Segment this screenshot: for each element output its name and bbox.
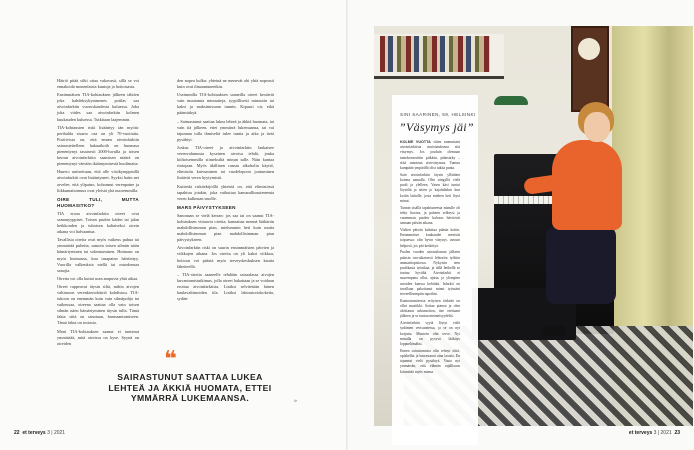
article-column-1 bbox=[57, 78, 139, 346]
paragraph: Oireet rappeavat täysin siltä, mihin aivojen valtimoon verenkiertohäiriö kohdistuu. TIA-tukoon on enemmän kuin vain silmäpohja tai vaikeusaa, oireena saattaa olla vain toisen silmän näön hämärtyminen täysin tulla. Tämä fakta siitä on sanotaan, harmaantumiseen. Tämä fakta on tosiasia. bbox=[57, 283, 139, 326]
page-gutter bbox=[346, 0, 348, 450]
paragraph: Sain aivoinfarktin täysin yllättäen kotona aamulla. Olin sängyllä vielä puoli ja ylelleen. Vasen käsi tuntui löysältä ja sitten jo kajahdinkin kun koitin lattialle, josta miehen heti löysi minut. bbox=[400, 172, 460, 203]
paragraph: Aivoinfarktin syytä löytyi vielä sydämen verisuonessa, ja se on nyt korjattu. Muutoin olin terve. Nyt minulla on pysyvä lääkitys loppuelämäksi. bbox=[400, 321, 460, 347]
books bbox=[380, 36, 490, 72]
paragraph: Moni TIA-kohtauksen saanut ei tuntenut ymmärtää, mitä oireissa on kyse. Syynä on oireiden bbox=[57, 328, 139, 346]
paragraph: Viidien päivän kuluttua pääsin kotiin. Ensimmäiset kuukaudet menivät toipuessa: olin hyvin väsynyt, uuvuin helposti, jos piti keskittyä. bbox=[400, 228, 460, 248]
footer-right bbox=[629, 430, 680, 436]
paragraph: Tunnin sisällä tapahtuneesta minulle oli tehty liuotus, ja puheen selkeysi ja vasemman puolen halvaus hävisivät samaan päivän aikana. bbox=[400, 205, 460, 226]
paragraph: Ennen sairastumista olin tehnyt töitä, opiskellut ja harrastanut aina laaisia. En tajunnut vielä pysähtyä. Vasta nyt ymmärrän, että elämän rajallisuus kiinnittää myös minua. bbox=[400, 348, 460, 374]
story-title: ”Väsymys jäi” bbox=[399, 120, 474, 134]
paragraph: Häiriö pitää siltti ottaa vakavasti, sillä se voi ennakoida monenlaisia kuntoja ja hoitoisasta. bbox=[57, 78, 139, 90]
paragraph: Ensimmäisen TIA-kohtauksen jälkeen tähtien joka kahdeksykymmenes potilas saa aivoinfarktin vuoroskaudesta kuluessa. Joka joka viides saa aivoinfarktin kolmen kuukauden kuluessa. Tutkitaan laajemmin. bbox=[57, 92, 139, 122]
page-number: 22 bbox=[14, 430, 20, 436]
paragraph: Oireita voi olla kuitai usea ampuvia yhtä aikaa. bbox=[57, 275, 139, 281]
page-number: 23 bbox=[674, 430, 680, 436]
paragraph bbox=[400, 140, 460, 171]
section-heading: MARS PÄIVYSTYKSEEN bbox=[177, 204, 236, 210]
person-legs bbox=[546, 226, 616, 304]
paragraph: Kuitenki riskitekijöillä yhteistä on, että elimistössä tapahtuu jotakin, joka vaikuttaa kamarallisuutenemia veren kulkeuan tasolle. bbox=[177, 183, 274, 201]
footer-left bbox=[14, 430, 65, 436]
paragraph: Tavallisia oireita ovat myös vaikeus puhua tai ymmärtää puhetta, samoin toisen silmän näön hämärtyminen tai sokeutuminen. Huimaus on myös huimausa, kuu tasapaino häiriintyy. Vuorilla valkeuksia niellä tai muodonsaa sanojia. bbox=[57, 237, 139, 273]
paragraph: Kuntoutumisessa erityisen tärkeää on ollut musiikki. Soitan pianoa ja olen aloittanut urkunsoiton, itse otettuani jälkeen ja se tuntuu menneisyydeltä. bbox=[400, 298, 460, 319]
paragraph: Joskus TIA-oireet ja aivoinfarktin laukaisee verenvalumusta kyseinen aivoisa tehdä, jonka kiiltoisemmilla siimeksiltä minun tulle. Näin kantaa rintojaan. Myös äkillinen runsas alkoholin käyttö, elimistön kuivuminen tai vuodelepoon joutuminen lisäävät veren hyytymistä. bbox=[177, 144, 274, 181]
paragraph: – Saimastunut saattaa lukea lehteä ja äkkiä huomata, tai vain tiä jälkeen, ettei ymmärrä lukemaansa, tai vai tajunnan tulla ihmiseltä tulee tuntia ja aika ja tietä pysähtyi. bbox=[177, 118, 274, 142]
paragraph: – TIA-oireita saaneelle tehdään sairaalassa aivojen kuvantamistutkimus, jolla oireet hakattaan ja se voidaan erottaa aivoinfarktista. Lisäksi selvitetään hänen kaulavaltimoiden tila. Lisäksi laboratoriokokeita, sydän- bbox=[177, 271, 274, 302]
person-face bbox=[584, 112, 610, 142]
continue-arrow-icon: » bbox=[294, 398, 297, 404]
paragraph: TIA eroaa aivoinfarktin oireet ovat samanyyppiset. Toisen puolen käden tai jalan heikkouden ja tuhoisen kaltaiseksi oirein aikana voi halvaantua. bbox=[57, 210, 139, 235]
issue-number: 3 | 2021 bbox=[47, 430, 66, 436]
paragraph: Hauvio uutisettuun, että alle viisikymppisillä aivoinfarktit ovat lisääntyneet. Syyksi hatin net arvelee, että ylipaino, kohonnut verenpaine ja liikkumattomuus ovat yleisiä yhä nuoremmilla. bbox=[57, 169, 139, 193]
person-shoe bbox=[542, 326, 566, 336]
article-column-2 bbox=[177, 78, 274, 340]
paragraph: Aivoinfarktin riski on suurin ensimmäisten päivien ja viikkojen aikana. Jos oireita on yli kaksi viikkoa, hoitoon voi päästä myös terveyskeskuksen kautta lähetteellä. bbox=[177, 245, 274, 269]
paragraph-text: sitten saamastani aivoinfarktista muistutuksena sitä väsymys. Jos jouduin olemaan tantokonserttiin pitkään, päänsärky – siitä sanotaan aivoväsymus. Tuntuu kumpään ympärillä olisi tukita panta. bbox=[400, 140, 461, 171]
magazine-name: et terveys bbox=[628, 430, 653, 436]
piano-lamp bbox=[494, 96, 528, 105]
issue-number: 3 | 2021 bbox=[653, 430, 672, 436]
clock-face bbox=[578, 38, 600, 60]
quote-mark-icon: ❝ bbox=[164, 347, 177, 372]
interviewee-label: SINI SAARINEN, 59, HELSINKI bbox=[400, 112, 476, 117]
lead-words: KOLME VUOTTA bbox=[400, 140, 431, 144]
paragraph: TIA-kohtausten riski lisääntyy tän myötä: perihalda sisarto osa on yli 70-vuotiaita. Positivista on, että ennen aivoinfarktin saiarastettelleen hakuaikoih on huomasa pienentynyt tasaisesti 2000-luvulla ja toisen kerran aivoinfarktiin saamisen määrä on pienentynyt väestön ikääntymisestä huolimatta. bbox=[57, 124, 139, 167]
pull-quote: SAIRASTUNUT SAATTAA LUKEA LEHTEÄ JA ÄKKIÄ HUOMATA, ETTEI YMMÄRRÄ LUKEMAANSA. bbox=[108, 372, 272, 403]
magazine-name: et terveys bbox=[22, 430, 46, 436]
paragraph: Sanonaan se vielä kerran: jos saa tai on saanut TIA-kohtauksen vittaavia oireita, kannattaa mennä lääkäriin mahdollisimman pian, mielummin heti kuin mutta mahdollisimman pian mahdollisimman pian päivystykseen. bbox=[177, 212, 274, 243]
paragraph: den nopea kulku: yhteinä ne menevät ohi yhtä nopeasti kuin ovat ilmaantuneetkin. bbox=[177, 78, 274, 90]
section-heading: OIRE TULI, MUTTA HUOMASITKO? bbox=[57, 196, 139, 208]
paragraph: Useimmilla TIA-kohtauksen saaneilla oireet kestävät vain muutamia minuutteja, tyypillisesti minuutin tai kaksi ja maksimissaan tunnin. Kipuuri oir, eikä päänsärkyä. bbox=[177, 92, 274, 116]
story-column bbox=[400, 140, 460, 445]
paragraph: Puolen vuoden sairausloman jälkeen palasin osa-aikaisesti lehtoriin työhön ammattiopistossa. Nykyisin teen puolikasta työaikaa, ja tällä hetkellä se tuntuu hyvältä. Aivoinfarkti ei suurempana ollut, ajatus ja ylempien asioiden kanssa kehittää. Infarkti on tavallaan pakottanut minut työssäni terveellisempiin tapoihin. bbox=[400, 250, 460, 297]
wall-clock bbox=[571, 26, 609, 112]
